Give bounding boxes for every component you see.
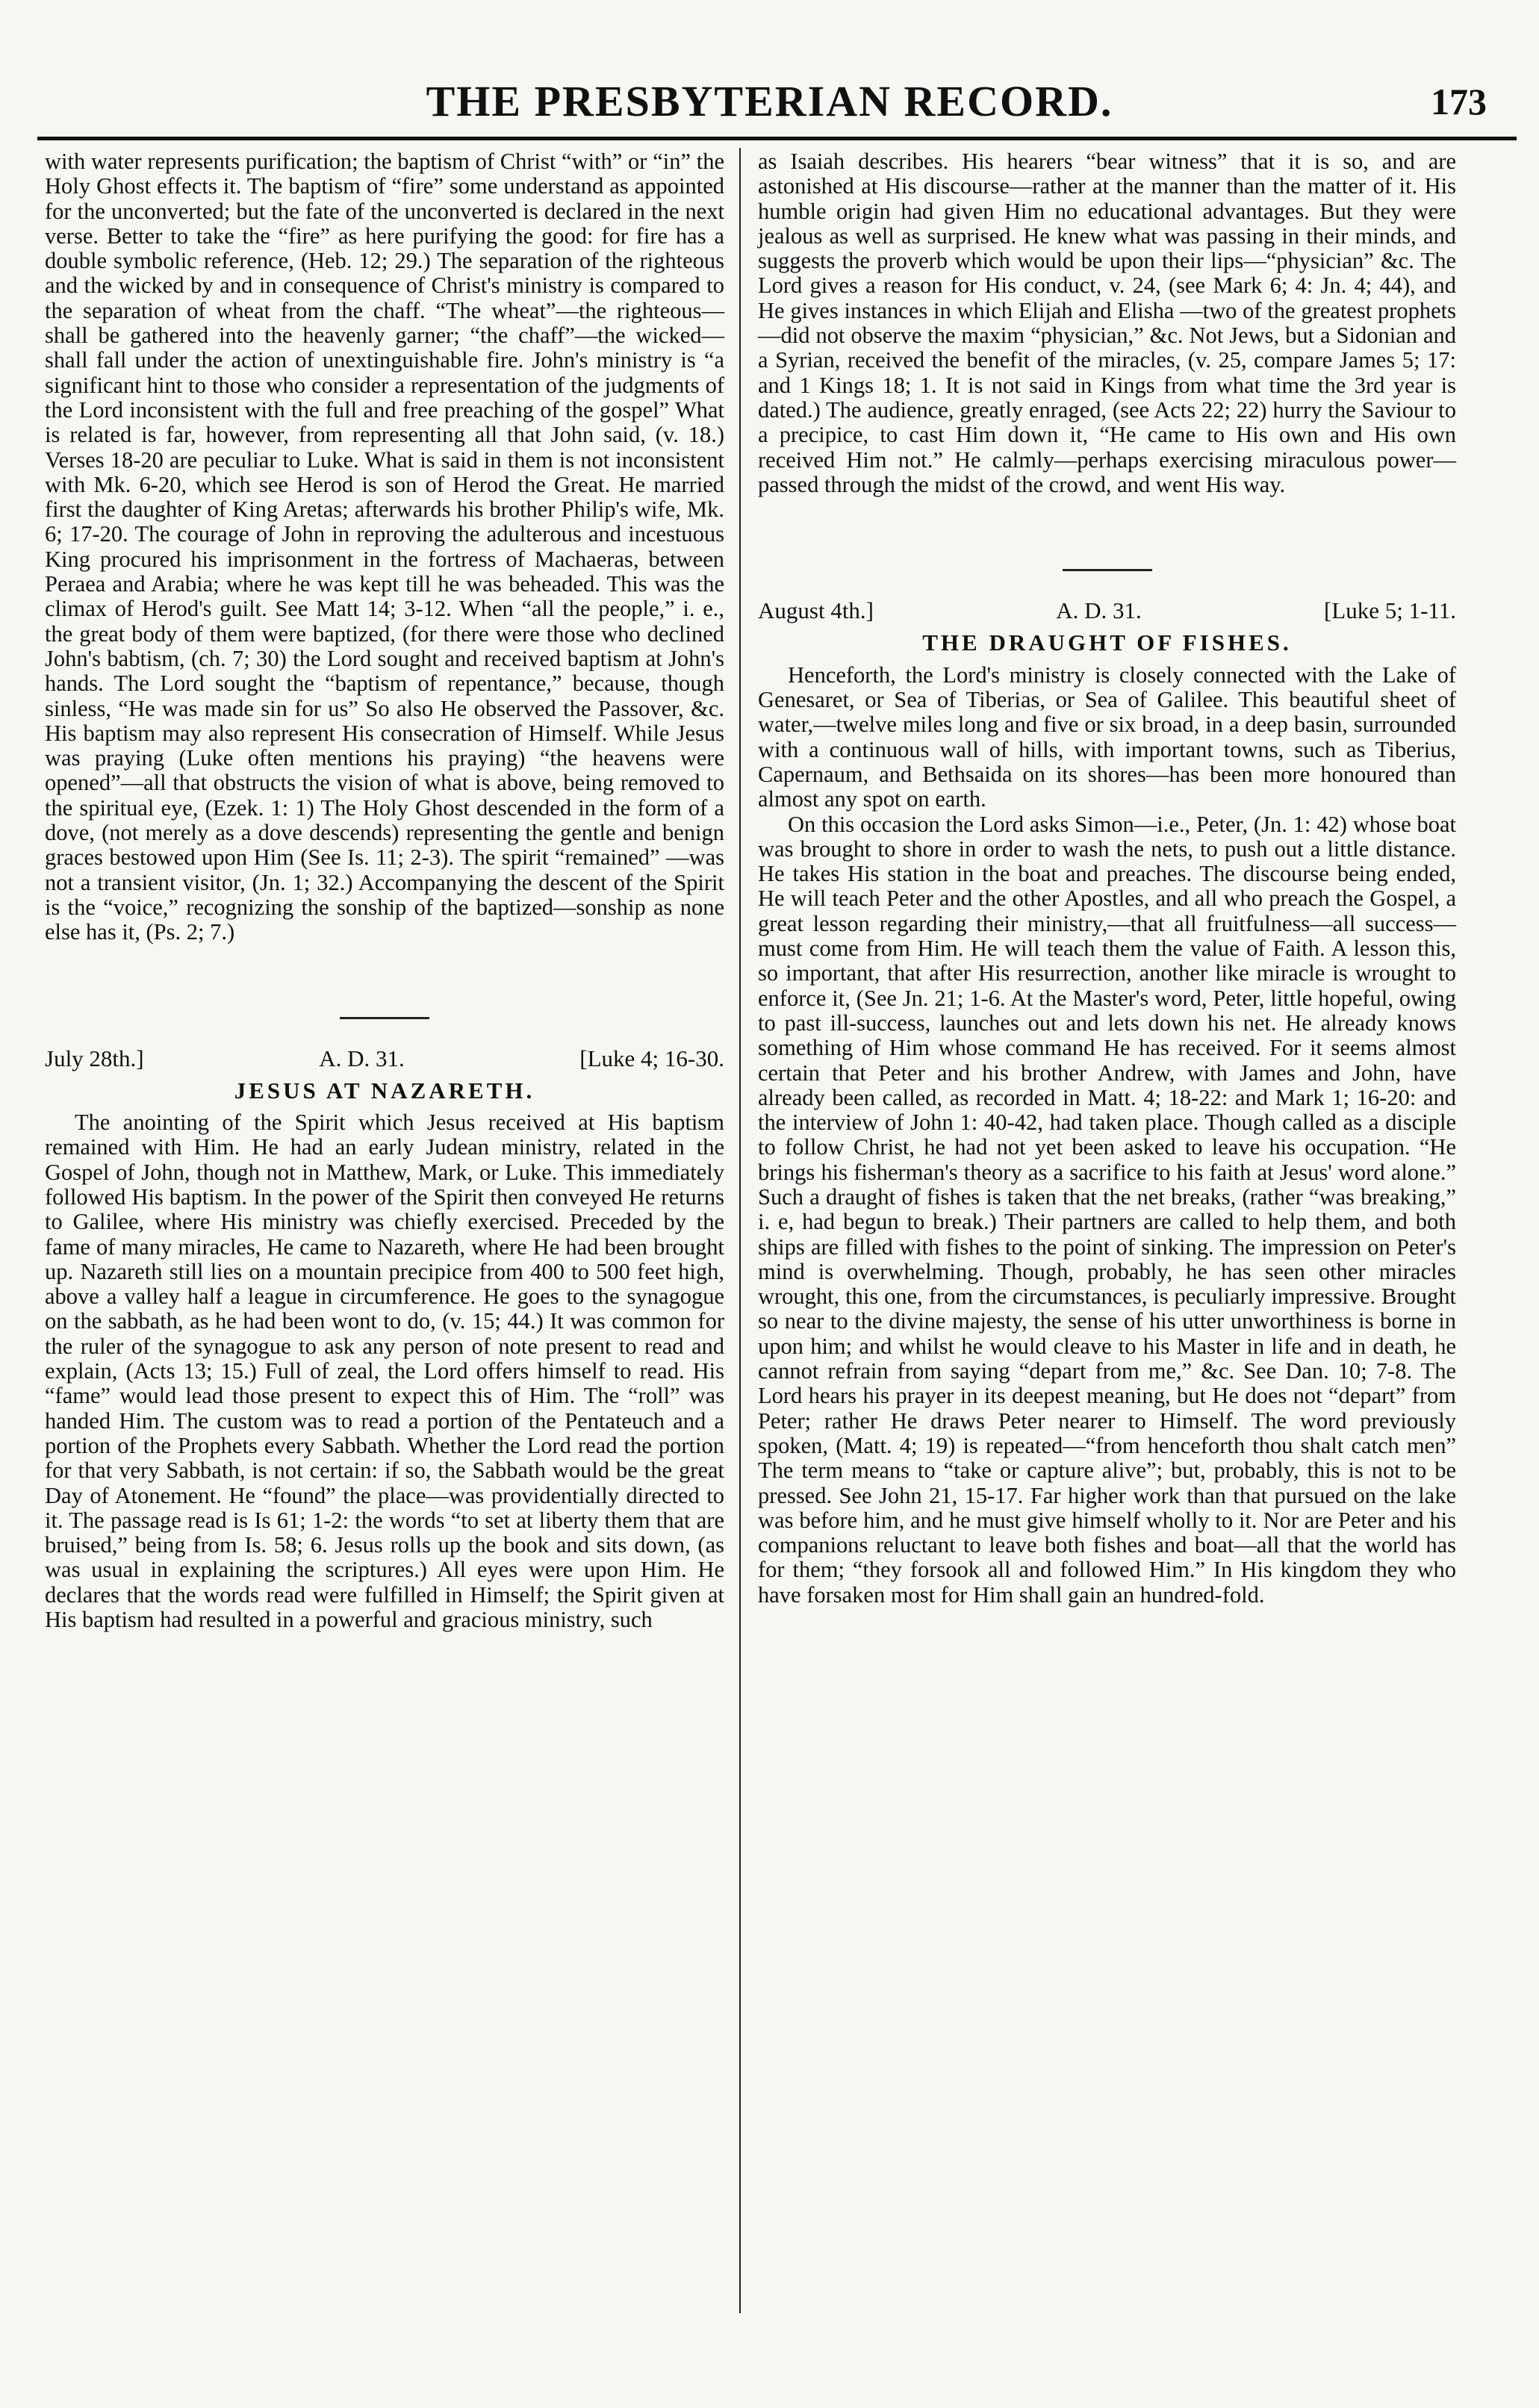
- section-spacer: [45, 945, 724, 990]
- left-column: [45, 149, 724, 1632]
- header-rule: [37, 137, 1517, 140]
- right-column: [758, 149, 1456, 1608]
- right-paragraph-3: On this occasion the Lord asks Simon—i.e., Peter, (Jn. 1: 42) whose boat was brought to shore in order to wash the nets, to push out a little distance. He takes His station in the boat and preaches. The discourse being ended, He will teach Peter and the other Apostles, and all who preach the Gospel, a great lesson regarding their ministry,—that all fruitfulness—all success—must come from Him. He will teach them the value of Faith. A lesson this, so important, that after His resurrection, another like miracle is wrought to enforce it, (See Jn. 21; 1-6. At the Master's word, Peter, little hopeful, owing to past ill-success, launches out and lets down his net. He already knows something of Him whose command He has received. For it seems almost certain that Peter and his brother Andrew, with James and John, have already been called, as recorded in Matt. 4; 18-22: and Mark 1; 16-20: and the interview of John 1: 40-42, had taken place. Though called as a disciple to follow Christ, he had not yet been asked to leave his occupation. “He brings his fisherman's theory as a sacrifice to his faith at Jesus' word alone.” Such a draught of fishes is taken that the net breaks, (rather “was breaking,” i. e, had begun to break.) Their partners are called to help them, and both ships are filled with fishes to the point of sinking. The impression on Peter's mind is overwhelming. Though, probably, he has seen other miracles wrought, this one, from the circumstances, is peculiarly impressive. Brought so near to the divine majesty, the sense of his utter unworthiness is borne in upon him; and whilst he would cleave to his Master in life and in death, he cannot refrain from saying “depart from me,” &c. See Dan. 10; 7-8. The Lord hears his prayer in its deepest meaning, but He does not “depart” from Peter; rather He draws Peter nearer to Himself. The word previously spoken, (Matt. 4; 19) is repeated—“from henceforth thou shalt catch men” The term means to “take or capture alive”; but, probably, this is not to be pressed. See John 21, 15-17. Far higher work than that pursued on the lake was before him, and he must give himself wholly to it. Nor are Peter and his companions reluctant to leave both fishes and boat—all that the world has for them; “they forsook all and followed Him.” In His kingdom they who have forsaken most for Him shall gain an hundred-fold.: [758, 811, 1456, 1608]
- lesson-title: THE DRAUGHT OF FISHES.: [922, 629, 1292, 656]
- page-header: [30, 72, 1509, 131]
- left-paragraph-2: The anointing of the Spirit which Jesus received at His baptism remained with Him. He had an early Judean ministry, related in the Gospel of John, though not in Matthew, Mark, or Luke. This immediately followed His baptism. In the power of the Spirit then conveyed He returns to Galilee, where His ministry was chiefly exercised. Preceded by the fame of many miracles, He came to Nazareth, where He had been brought up. Nazareth still lies on a mountain precipice from 400 to 500 feet high, above a valley half a league in circumference. He goes to the synagogue on the sabbath, as he had been wont to do, (v. 15; 44.) It was common for the ruler of the synagogue to ask any person of note present to read and explain, (Acts 13; 15.) Full of zeal, the Lord offers himself to read. His “fame” would lead those present to expect this of Him. The “roll” was handed Him. The custom was to read a portion of the Pentateuch and a portion of the Prophets every Sabbath. Whether the Lord read the portion for that very Sabbath, is not certain: if so, the Sabbath would be the great Day of Atonement. He “found” the place—was providentially directed to it. The passage read is Is 61; 1-2: the words “to set at liberty them that are bruised,” being from Is. 58; 6. Jesus rolls up the book and sits down, (as was usual in explaining the scriptures.) All eyes were upon Him. He declares that the words read were fulfilled in Himself; the Spirit given at His baptism had resulted in a powerful and gracious ministry, such: [45, 1110, 724, 1633]
- lesson-title: JESUS AT NAZARETH.: [234, 1077, 535, 1104]
- section-spacer: [758, 497, 1456, 542]
- running-title: THE PRESBYTERIAN RECORD.: [426, 77, 1113, 125]
- lesson-date: August 4th.]: [758, 597, 874, 624]
- lesson-year: A. D. 31.: [1056, 597, 1142, 624]
- column-divider: [739, 148, 741, 2313]
- left-paragraph-1: with water represents purification; the baptism of Christ “with” or “in” the Holy Ghost effects it. The baptism of “fire” some understand as appointed for the unconverted; but the fate of the unconverted is declared in the next verse. Better to take the “fire” as here purifying the good: for fire has a double symbolic reference, (Heb. 12; 29.) The separation of the righteous and the wicked by and in consequence of Christ's ministry is compared to the separation of wheat from the chaff. “The wheat”—the righteous—shall be gathered into the heavenly garner; “the chaff”—the wicked—shall fall under the action of unextinguishable fire. John's ministry is “a significant hint to those who consider a representation of the judgments of the Lord inconsistent with the full and free preaching of the gospel” What is related is far, however, from representing all that John said, (v. 18.) Verses 18-20 are peculiar to Luke. What is said in them is not inconsistent with Mk. 6-20, which see Herod is son of Herod the Great. He married first the daughter of King Aretas; afterwards his brother Philip's wife, Mk. 6; 17-20. The courage of John in reproving the adulterous and incestuous King procured his imprisonment in the fortress of Machaeras, between Peraea and Arabia; where he was kept till he was beheaded. This was the climax of Herod's guilt. See Matt 14; 3-12. When “all the people,” i. e., the great body of them were baptized, (for there were those who declined John's babtism, (ch. 7; 30) the Lord sought and received baptism at John's hands. The Lord sought the “baptism of repentance,” because, though sinless, “He was made sin for us” So also He observed the Passover, &c. His baptism may also represent His consecration of Himself. While Jesus was praying (Luke often mentions his praying) “the heavens were opened”—all that obstructs the vision of what is above, being removed to the spiritual eye, (Ezek. 1: 1) The Holy Ghost descended in the form of a dove, (not merely as a dove descends) representing the gentle and benign graces bestowed upon Him (See Is. 11; 2-3). The spirit “remained” —was not a transient visitor, (Jn. 1; 32.) Accompanying the descent of the Spirit is the “voice,” recognizing the sonship of the baptized—sonship as none else has it, (Ps. 2; 7.): [45, 149, 724, 945]
- lesson-year: A. D. 31.: [319, 1045, 405, 1071]
- right-paragraph-2: Henceforth, the Lord's ministry is closely connected with the Lake of Genesaret, or Sea of Tiberias, or Sea of Galilee. This beautiful sheet of water,—twelve miles long and five or six broad, in a deep basin, surrounded with a continuous wall of hills, with important towns, such as Tiberius, Capernaum, and Bethsaida on its shores—has been more honoured than almost any spot on earth.: [758, 662, 1456, 812]
- lesson-reference: [Luke 4; 16-30.: [579, 1045, 724, 1071]
- lesson-reference: [Luke 5; 1-11.: [1323, 597, 1456, 624]
- lesson-date: July 28th.]: [45, 1045, 144, 1071]
- right-paragraph-1: as Isaiah describes. His hearers “bear witness” that it is so, and are astonished at His discourse—rather at the manner than the matter of it. His humble origin had given Him no educational advantages. But they were jealous as well as surprised. He knew what was passing in their minds, and suggests the proverb which would be upon their lips—“physician” &c. The Lord gives a reason for His conduct, v. 24, (see Mark 6; 4: Jn. 4; 44), and He gives instances in which Elijah and Elisha —two of the greatest prophets—did not observe the maxim “physician,” &c. Not Jews, but a Sidonian and a Syrian, received the benefit of the miracles, (v. 25, compare James 5; 17: and 1 Kings 18; 1. It is not said in Kings from what time the 3rd year is dated.) The audience, greatly enraged, (see Acts 22; 22) hurry the Saviour to a precipice, to cast Him down it, “He came to His own and His own received Him not.” He calmly—perhaps exercising miraculous power—passed through the midst of the crowd, and went His way.: [758, 149, 1456, 497]
- section-rule: [1063, 569, 1152, 571]
- section-rule: [340, 1017, 429, 1019]
- lesson-meta-line: [758, 598, 1456, 623]
- page-number: 173: [1431, 81, 1487, 122]
- lesson-meta-line: [45, 1046, 724, 1071]
